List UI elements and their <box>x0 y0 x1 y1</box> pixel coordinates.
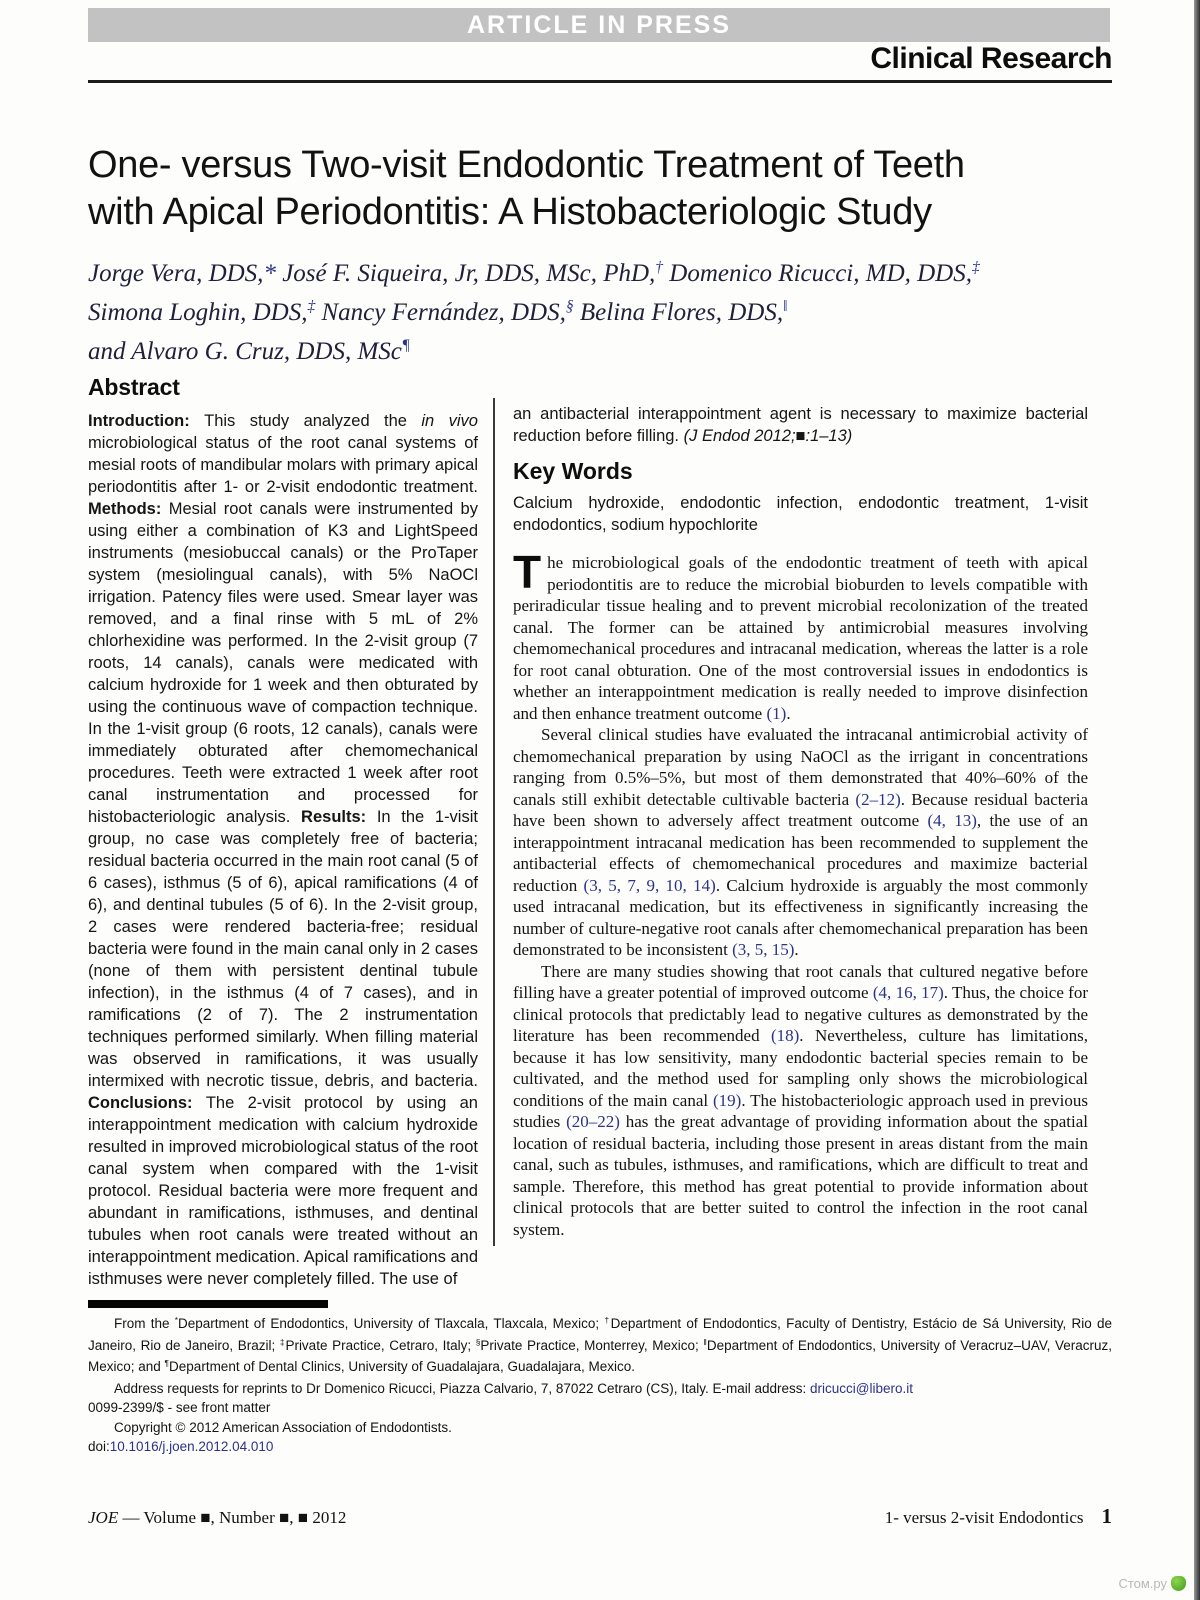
footnotes-block <box>88 1314 1112 1457</box>
section-label: Clinical Research <box>870 42 1112 75</box>
article-in-press-banner: ARTICLE IN PRESS <box>88 8 1110 42</box>
abstract-continuation-text: an antibacterial interappointment agent is necessary to maximize bacterial reduction before filling. (J Endod 2012;■:1–13) <box>513 405 1088 445</box>
abstract-column <box>88 374 478 1290</box>
title-line-2: with Apical Periodontitis: A Histobacteriologic Study <box>88 191 932 233</box>
watermark-tooth-icon <box>1171 1576 1186 1591</box>
scan-edge-shadow <box>1194 0 1200 1600</box>
author-line-2: Simona Loghin, DDS,‡ Nancy Fernández, DDS,§ Belina Flores, DDS,‖ <box>88 298 788 326</box>
watermark <box>1118 1576 1186 1591</box>
footnote-divider-bar <box>88 1300 328 1308</box>
column-divider <box>493 398 495 1246</box>
doi-line: doi:10.1016/j.joen.2012.04.010 <box>88 1439 274 1454</box>
article-title <box>88 142 1088 236</box>
journal-volume-info: JOE — Volume ■, Number ■, ■ 2012 <box>88 1508 347 1527</box>
intro-paragraph-1 <box>513 546 1088 724</box>
header-rule <box>88 80 1112 83</box>
running-footer-right <box>885 1504 1112 1529</box>
watermark-text: Стом.ру <box>1118 1576 1167 1591</box>
keywords-heading: Key Words <box>513 458 633 484</box>
intro-paragraph-3: There are many studies showing that root canals that cultured negative before filling have a greater potential of improved outcome (4, 16, 17). Thus, the choice for clinical protocols that predictably lead to negative cultures as demonstrated by the literature has been recommended (18). Nevertheless, culture has limitations, because it has low sensitivity, many endodontic bacterial species remain to be cultivated, and the method used for sampling only shows the microbiological conditions of the main canal (19). The histobacteriologic approach used in previous studies (20–22) has the great advantage of providing information about the spatial location of residual bacteria, including those present in areas distant from the main canal, such as tubules, isthmuses, and ramifications, which are difficult to treat and sample. Therefore, this method has great potential to provide information about clinical protocols that are better suited to control the infection in the root canal system. <box>513 961 1088 1239</box>
author-line-1: Jorge Vera, DDS,* José F. Siqueira, Jr, DDS, MSc, PhD,† Domenico Ricucci, MD, DDS,‡ <box>88 259 980 287</box>
intro-paragraph-2: Several clinical studies have evaluated the intracanal antimicrobial activity of chemomechanical preparation by using NaOCl as the irrigant in concentrations ranging from 0.5%–5%, but most of them demonstrated that 40%–60% of the canals still exhibit detectable cultivable bacteria (2–12). Because residual bacteria have been shown to adversely affect treatment outcome (4, 13), the use of an interappointment intracanal medication has been recommended to supplement the antibacterial effects of chemomechanical procedures and maximize bacterial reduction (3, 5, 7, 9, 10, 14). Calcium hydroxide is arguably the most commonly used intracanal medication, but its effectiveness in significantly increasing the number of culture-negative root canals after chemomechanical preparation has been demonstrated to be inconsistent (3, 5, 15). <box>513 725 1089 959</box>
author-line-3: and Alvaro G. Cruz, DDS, MSc¶ <box>88 337 410 365</box>
issn-line: 0099-2399/$ - see front matter <box>88 1400 271 1415</box>
reprint-request-line: Address requests for reprints to Dr Domenico Ricucci, Piazza Calvario, 7, 87022 Cetraro (CS), Italy. E-mail address: dricucci@libero.it <box>114 1380 913 1396</box>
copyright-line: Copyright © 2012 American Association of Endodontists. <box>114 1419 452 1435</box>
abstract-text: Introduction: This study analyzed the in vivo microbiological status of the root canal systems of mesial roots of mandibular molars with primary apical periodontitis after 1- or 2-visit endodontic treatment. Methods: Mesial root canals were instrumented by using either a combination of K3 and LightSpeed instruments (mesiobuccal canals) or the ProTaper system (mesiolingual canals), with 5% NaOCl irrigation. Patency files were used. Smear layer was removed, and a final rinse with 5 mL of 2% chlorhexidine was performed. In the 2-visit group (7 roots, 14 canals), canals were medicated with calcium hydroxide for 1 week and then obturated by using the continuous wave of compaction technique. In the 1-visit group (6 roots, 12 canals), canals were immediately obturated after chemomechanical procedures. Teeth were extracted 1 week after root canal instrumentation and processed for histobacteriologic analysis. Results: In the 1-visit group, no case was completely free of bacteria; residual bacteria occurred in the main root canal (5 of 6 cases), isthmus (5 of 6), apical ramifications (4 of 6), and dentinal tubules (5 of 6). In the 2-visit group, 2 cases were rendered bacteria-free; residual bacteria were found in the main canal only in 2 cases (none of them with persistent dentinal tubule infection), in the isthmus (4 of 7 cases), and in ramifications (2 of 7). The 2 instrumentation techniques performed similarly. When filling material was observed in ramifications, it was usually intermixed with necrotic tissue, debris, and bacteria. Conclusions: The 2-visit protocol by using an interappointment medication with calcium hydroxide resulted in improved microbiological status of the root canal system when compared with the 1-visit protocol. Residual bacteria were more frequent and abundant in ramifications, isthmuses, and dentinal tubules when root canals were treated without an interappointment medication. Apical ramifications and isthmuses were never completely filled. The use of <box>88 412 478 1288</box>
author-list <box>88 256 1098 373</box>
dropcap-letter: T <box>513 546 542 598</box>
introduction-section <box>513 546 1089 1240</box>
intro-paragraph-1-text: he microbiological goals of the endodontic treatment of teeth with apical periodontitis are to reduce the microbial bioburden to levels compatible with periradicular tissue healing and to prevent microbial recolonization of the treated canal. The former can be attained by antimicrobial measures involving chemomechanical procedures and intracanal medication, whereas the latter is a role for root canal obturation. One of the most controversial issues in endodontics is whether an interappointment medication is really needed to improve disinfection and then enhance treatment outcome (1). <box>513 553 1088 723</box>
page-number: 1 <box>1101 1504 1112 1528</box>
running-footer <box>88 1504 1112 1529</box>
running-title: 1- versus 2-visit Endodontics <box>884 1508 1084 1527</box>
affiliations-text: From the *Department of Endodontics, University of Tlaxcala, Tlaxcala, Mexico; †Department of Endodontics, Faculty of Dentistry, Estácio de Sá University, Rio de Janeiro, Rio de Janeiro, Brazil; ‡Private Practice, Cetraro, Italy; §Private Practice, Monterrey, Mexico; ‖Department of Endodontics, University of Veracruz–UAV, Veracruz, Mexico; and ¶Department of Dental Clinics, University of Guadalajara, Guadalajara, Mexico. <box>88 1315 1113 1374</box>
abstract-heading: Abstract <box>88 374 180 400</box>
keywords-text: Calcium hydroxide, endodontic infection, endodontic treatment, 1-visit endodontics, sodium hypochlorite <box>513 494 1088 534</box>
title-line-1: One- versus Two-visit Endodontic Treatment of Teeth <box>88 144 965 186</box>
